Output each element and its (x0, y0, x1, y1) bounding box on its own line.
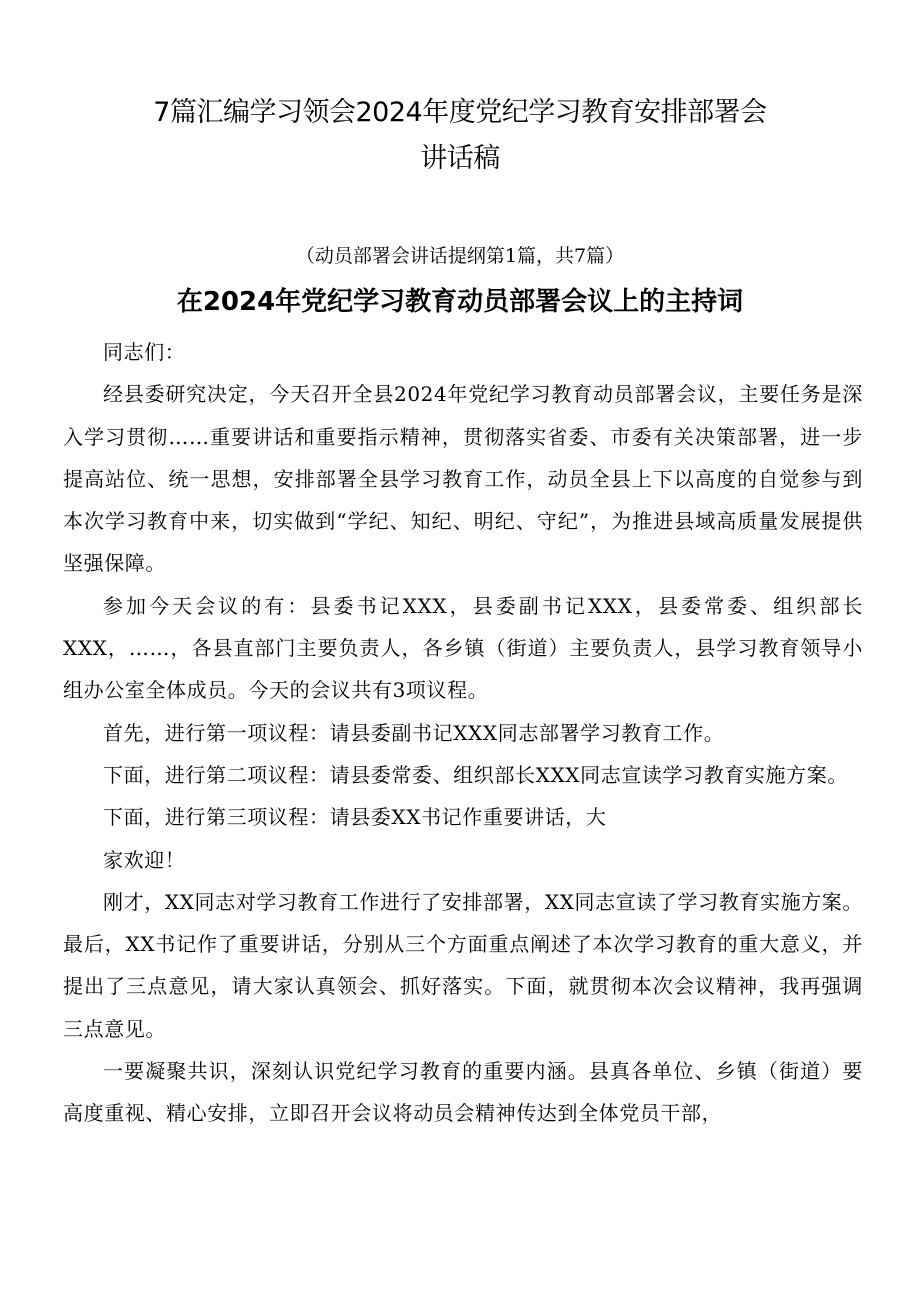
paragraph: 一要凝聚共识，深刻认识党纪学习教育的重要内涵。县真各单位、乡镇（街道）要高度重视、精心安排，立即召开会议将动员会精神传达到全体党员干部， (63, 1059, 863, 1126)
document-body (63, 331, 863, 1135)
paragraph: 下面，进行第三项议程：请县委XX书记作重要讲话，大 (103, 805, 607, 830)
document-title-line-2: 讲话稿 (420, 143, 500, 174)
document-title (100, 90, 820, 182)
document-title-line-1: 7篇汇编学习领会2024年度党纪学习教育安排部署会 (153, 97, 767, 128)
paragraph-greeting: 同志们： (103, 340, 186, 364)
document-subtitle: （动员部署会讲话提纲第1篇，共7篇） (295, 245, 625, 267)
paragraph: 刚才，XX同志对学习教育工作进行了安排部署，XX同志宣读了学习教育实施方案。最后，XX书记作了重要讲话，分别从三个方面重点阐述了本次学习教育的重大意义，并提出了三点意见，请大家认真领会、抓好落实。下面，就贯彻本次会议精神，我再强调三点意见。 (63, 889, 863, 1041)
paragraph: 首先，进行第一项议程：请县委副书记XXX同志部署学习教育工作。 (103, 720, 725, 745)
section-heading: 在2024年党纪学习教育动员部署会议上的主持词 (176, 287, 744, 317)
paragraph: 参加今天会议的有：县委书记XXX，县委副书记XXX，县委常委、组织部长XXX，……，各县直部门主要负责人，各乡镇（街道）主要负责人，县学习教育领导小组办公室全体成员。今天的会议共有3项议程。 (63, 593, 863, 703)
paragraph: 经县委研究决定，今天召开全县2024年党纪学习教育动员部署会议，主要任务是深入学习贯彻……重要讲话和重要指示精神，贯彻落实省委、市委有关决策部署，进一步提高站位、统一思想，安排部署全县学习教育工作，动员全县上下以高度的自觉参与到本次学习教育中来，切实做到“学纪、知纪、明纪、守纪”，为推进县域高质量发展提供坚强保障。 (63, 382, 863, 576)
paragraph: 下面，进行第二项议程：请县委常委、组织部长XXX同志宣读学习教育实施方案。 (103, 762, 848, 787)
paragraph: 家欢迎！ (103, 847, 186, 872)
